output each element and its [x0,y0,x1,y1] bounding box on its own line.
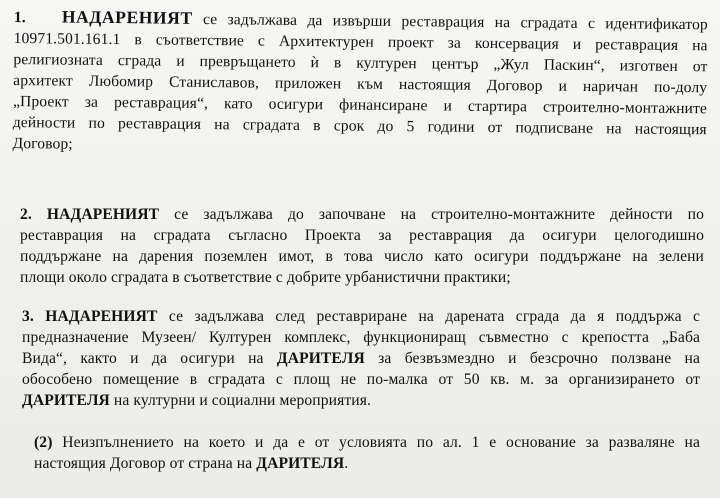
paragraph-1-line-2: 10971.501.161.1 в съответствие с Архитектурен проект за консервация и реставрация на [13,29,708,55]
paragraph-3-line-3-c: за безвъзмездно и безсрочно ползване на [364,350,700,367]
paragraph-3-donor-2: ДАРИТЕЛЯ [22,392,110,409]
paragraph-3-line-5-b: на културни и социални мероприятия. [109,392,371,409]
paragraph-3-line-1 [22,306,700,327]
paragraph-1-line-3: религиозната сграда и превръщането ѝ в културен център „Жул Паскин“, изготвен от [13,50,708,76]
paragraph-3-text: се задължава след реставриране на дарената сграда да я поддържа с [157,308,700,325]
paragraph-4-number: (2) [34,434,53,451]
paragraph-1-number: 1. [13,8,26,27]
paragraph-3-line-3 [22,348,700,369]
paragraph-1 [12,6,708,161]
paragraph-1-line-7: Договор; [12,134,73,153]
paragraph-3-line-3-a: Вида“, както и да осигури на [22,350,277,367]
paragraph-1-line-5: „Проект за реставрация“, като осигури финансиране и стартира строително-монтажните [12,92,708,118]
paragraph-3-line-4: обособено помещение в сградата с площ не по-малка от 50 кв. м. за организирането от [22,371,700,388]
paragraph-4-line-2-a: настоящия Договор от страна на [34,455,257,472]
paragraph-3-number: 3. [22,308,34,325]
paragraph-4-line-2-c: . [344,455,349,472]
paragraph-2-number: 2. [20,206,32,223]
paragraph-1-line-4: архитект Любомир Станиславов, приложен към настоящия Договор и наричан по-долу [13,71,708,97]
paragraph-1-text: се задължава да извърши реставрация на сградата с идентификатор [192,10,708,34]
paragraph-3-line-5 [22,390,700,411]
paragraph-2 [20,204,704,288]
paragraph-2-line-3: поддържане на дарения поземлен имот, в това число като осигури поддържане на зелени [20,248,704,265]
paragraph-1-subject: НАДАРЕНИЯТ [61,6,193,28]
paragraph-2-subject: НАДАРЕНИЯТ [46,206,160,223]
paragraph-4-text: Неизпълнението на което и да е от условията по ал. 1 е основание за разваляне на [52,434,700,451]
paragraph-2-line-4: площи около сградата в съответствие с добрите урбанистични практики; [20,269,511,286]
paragraph-3-line-2: предназначение Музеен/ Културен комплекс, функциониращ съвместно с крепостта „Баба [22,329,700,346]
paragraph-1-line-6: дейности по реставрация на сградата в срок до 5 години от подписване на настоящия [12,113,707,139]
paragraph-4-donor: ДАРИТЕЛЯ [256,455,345,472]
paragraph-3-donor: ДАРИТЕЛЯ [276,350,365,367]
paragraph-4-line-2 [34,453,700,474]
paragraph-3-subject: НАДАРЕНИЯТ [45,308,158,325]
paragraph-2-text: се задължава до започване на строително-монтажните дейности по [159,206,704,223]
paragraph-4-line-1 [34,432,700,453]
paragraph-3 [22,306,700,411]
paragraph-2-line-1 [20,204,704,225]
paragraph-4 [34,432,700,474]
paragraph-2-line-2: реставрация на сградата съгласно Проекта за реставрация да осигури целогодишно [20,227,704,244]
